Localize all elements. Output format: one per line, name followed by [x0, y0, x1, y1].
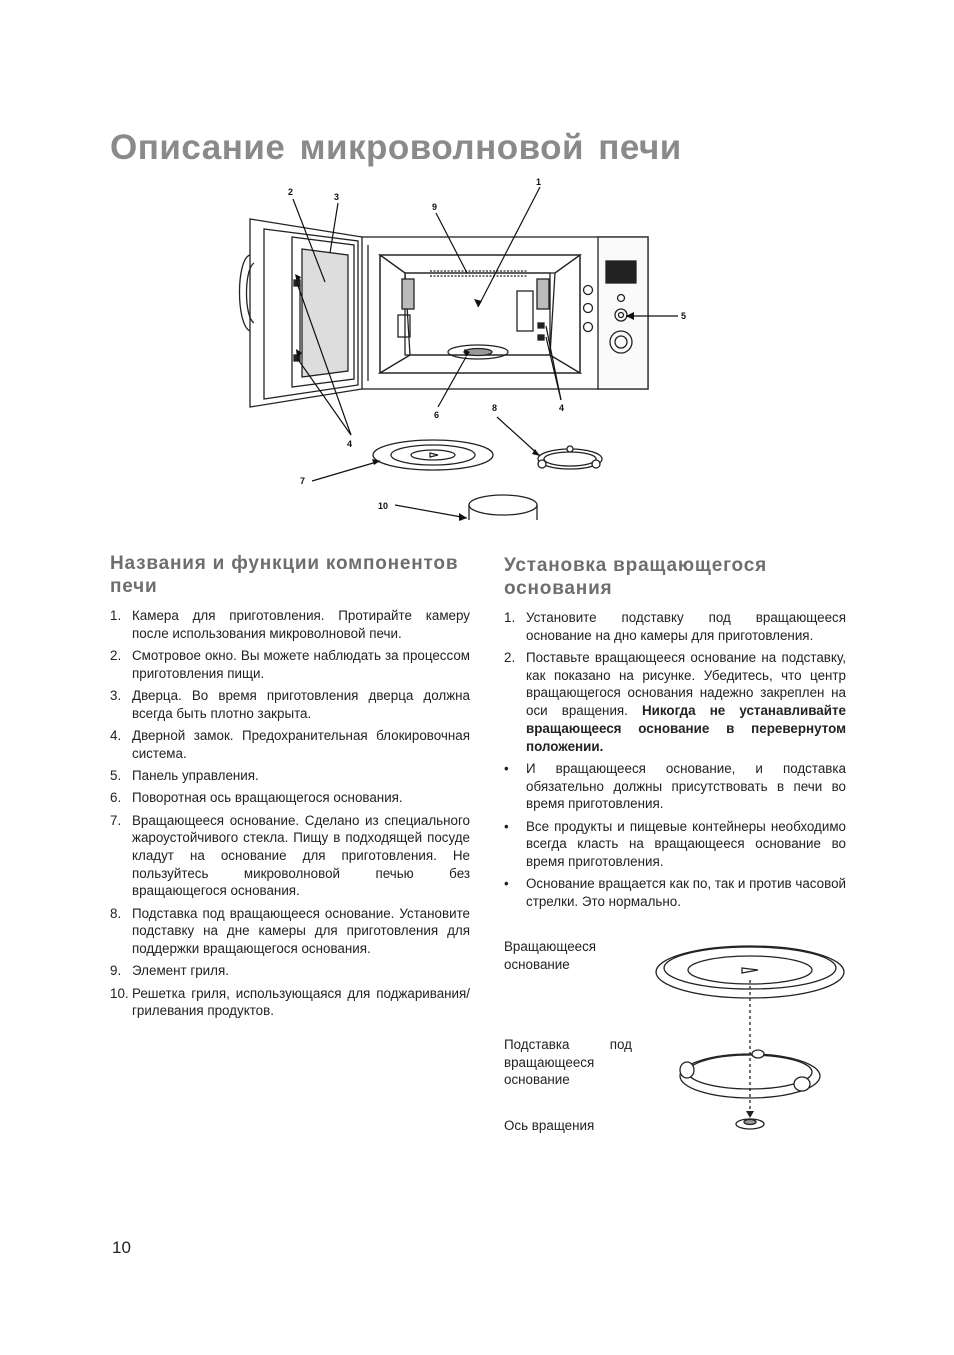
bullet-mark: • — [504, 760, 509, 776]
callout-5: 5 — [681, 311, 687, 321]
item-text: Все продукты и пищевые контейнеры необходимо всегда класть на вращающееся основание во время приготовления. — [526, 818, 846, 869]
item-text: Элемент гриля. — [132, 963, 229, 979]
components-section — [110, 552, 470, 1025]
item-text: Дверной замок. Предохранительная блокировочная система. — [132, 728, 470, 761]
item-text: Поворотная ось вращающегося основания. — [132, 790, 403, 806]
item-number: 9. — [110, 963, 122, 979]
list-item — [110, 607, 470, 642]
callout-4-cavity: 4 — [559, 403, 565, 413]
install-notes — [504, 760, 846, 911]
item-number: 8. — [110, 905, 122, 921]
callout-10: 10 — [378, 501, 389, 511]
item-number: 2. — [110, 648, 122, 663]
item-text: Подставка под вращающееся основание. Установите подставку на дне камеры для приготовления для поддержки вращающегося основания. — [132, 905, 470, 957]
list-item — [110, 727, 470, 762]
page-number: 10 — [112, 1238, 131, 1257]
item-number: 3. — [110, 688, 122, 703]
callout-2: 2 — [288, 187, 294, 197]
install-heading: Установка вращающегося основания — [504, 555, 767, 599]
item-number: 10. — [110, 985, 129, 1001]
warning-text: Никогда не устанавливайте вращающееся основание в перевернутом положении. — [526, 703, 846, 754]
callout-3: 3 — [334, 192, 340, 202]
list-item — [504, 649, 846, 755]
list-item — [110, 905, 470, 958]
list-item — [110, 789, 470, 807]
list-item — [110, 647, 470, 682]
callout-8: 8 — [492, 403, 498, 413]
item-number: 1. — [504, 610, 516, 625]
bullet-mark: • — [504, 818, 509, 834]
components-heading: Названия и функции компонентов печи — [110, 553, 459, 597]
callout-7: 7 — [300, 476, 306, 486]
list-item — [110, 812, 470, 901]
support-label: Подставка под вращающееся основание — [504, 1037, 632, 1088]
turntable-assembly-diagram — [650, 930, 850, 1140]
item-text: Смотровое окно. Вы можете наблюдать за процессом приготовления пищи. — [132, 648, 470, 681]
components-list — [110, 607, 470, 1020]
item-text: Решетка гриля, использующаяся для поджаривания/грилевания продуктов. — [132, 985, 470, 1019]
item-text: Установите подставку под вращающееся основание на дно камеры для приготовления. — [526, 610, 846, 643]
callout-6: 6 — [434, 410, 440, 420]
microwave-diagram — [230, 175, 720, 535]
item-text: И вращающееся основание, и подставка обязательно должны присутствовать в печи во время приготовления. — [526, 760, 846, 812]
list-item — [110, 962, 470, 980]
list-item — [504, 609, 846, 644]
page-title: Описание микроволновой печи — [110, 128, 682, 167]
callout-9: 9 — [432, 202, 438, 212]
axis-label: Ось вращения — [504, 1118, 595, 1133]
list-item — [504, 818, 846, 871]
item-text: Панель управления. — [132, 768, 259, 783]
item-number: 7. — [110, 812, 122, 828]
item-number: 2. — [504, 650, 516, 665]
callout-4-door: 4 — [347, 439, 353, 449]
item-text: Поставьте вращающееся основание на подставку, как показано на рисунке. Убедитесь, что центр вращающегося основания надежно закреплен на оси вращения. — [526, 650, 846, 719]
item-number: 6. — [110, 790, 122, 806]
item-text: Дверца. Во время приготовления дверца должна всегда быть плотно закрыта. — [132, 688, 470, 721]
item-number: 1. — [110, 608, 122, 623]
list-item — [110, 687, 470, 722]
bullet-mark: • — [504, 876, 509, 892]
install-section — [504, 554, 846, 915]
list-item — [110, 767, 470, 785]
list-item — [504, 875, 846, 910]
item-number: 5. — [110, 768, 122, 783]
item-text: Вращающееся основание. Сделано из специального жароустойчивого стекла. Пищу в подходящей посуде кладут на основание для приготовления. Не пользуйтесь микроволновой печью без вращающегося основания. — [132, 812, 470, 899]
item-text: Камера для приготовления. Протирайте камеру после использования микроволновой печи. — [132, 608, 470, 641]
install-steps — [504, 609, 846, 755]
list-item — [110, 985, 470, 1020]
item-text: Основание вращается как по, так и против часовой стрелки. Это нормально. — [526, 876, 846, 909]
callout-1: 1 — [536, 177, 542, 187]
plate-label: Вращающееся основание — [504, 939, 597, 972]
item-number: 4. — [110, 728, 122, 743]
list-item — [504, 760, 846, 813]
